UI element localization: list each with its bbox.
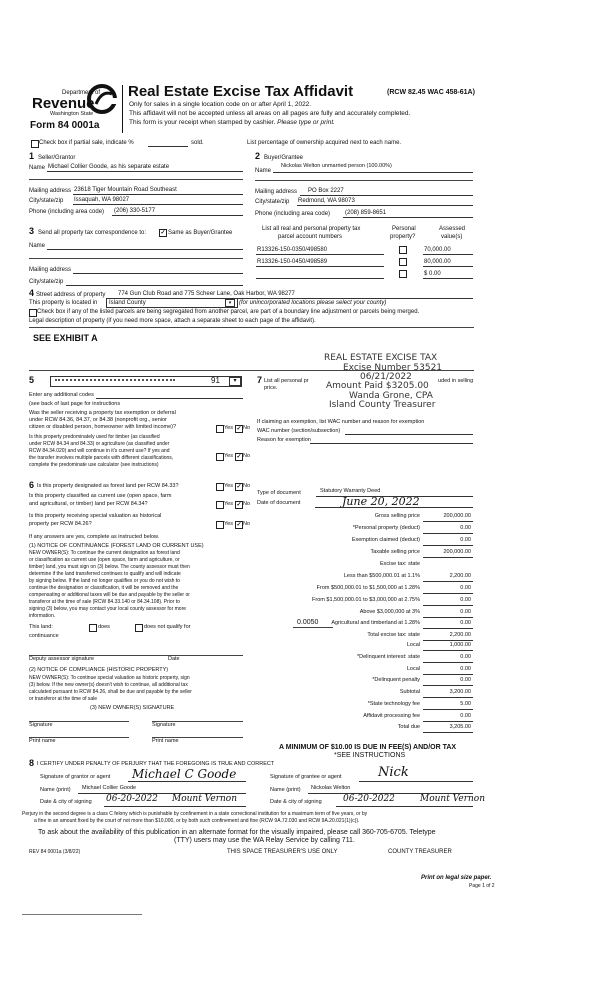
sec6-line-3: and agricultural, or timber) land per RCW 84.34? xyxy=(29,501,148,507)
calc-label: Above $3,000,000 at 3% xyxy=(359,609,420,615)
rcw-reference: (RCW 82.45 WAC 458-61A) xyxy=(387,89,475,96)
chevron-down-icon[interactable]: ▾ xyxy=(225,299,235,307)
stamp-line-5: Wanda Grone, CPA xyxy=(349,391,433,401)
sec3-same-label: Same as Buyer/Grantee xyxy=(168,230,233,236)
sec5-line-3: Was the seller receiving a property tax exemption or deferral xyxy=(29,410,176,416)
segregated-note: Check box if any of the listed parcels are being segregated from another parcel, are part of a boundary line adjustment or parcels being merged. xyxy=(37,309,420,315)
calc-label: *Delinquent penalty xyxy=(372,677,420,683)
current-use-no-label: No xyxy=(243,501,251,507)
street-address-value[interactable]: 774 Gun Club Road and 775 Scheer Lane, Oak Harbor, WA 98277 xyxy=(118,291,295,297)
current-use-yes-label: Yes xyxy=(224,501,233,507)
sec6-line-5: property per RCW 84.26? xyxy=(29,521,92,527)
calc-value[interactable]: 0.00 xyxy=(460,597,471,603)
personal-property-checkbox-2[interactable] xyxy=(399,258,407,266)
buyer-name-value[interactable]: Nickolas Welton unmarried person (100.00%) xyxy=(281,163,392,169)
grantor-city[interactable]: Mount Vernon xyxy=(172,794,238,804)
calc-label: Local xyxy=(406,642,420,648)
notice2-line-2: NEW OWNER(S): To continue special valuation as historic property, sign xyxy=(29,675,190,681)
sec5-line-6: Is this property predominately used for timber (as classified xyxy=(29,434,160,440)
forest-yes-label: Yes xyxy=(224,483,233,489)
new-owner-signature-heading: (3) NEW OWNER(S) SIGNATURE xyxy=(90,705,175,711)
parcel-header-2b: property? xyxy=(390,234,416,240)
local-rate: 0.0050 xyxy=(297,619,319,626)
parcel-header-2: Personal xyxy=(392,226,416,232)
calc-label: From $500,000.01 to $1,500,000 at 1.28% xyxy=(316,585,420,591)
calc-value[interactable]: 3,200.00 xyxy=(449,689,471,695)
partial-sale-checkbox[interactable] xyxy=(31,140,39,148)
wac-number-label: WAC number (section/subsection) xyxy=(257,428,341,434)
calc-value[interactable]: 2,200.00 xyxy=(449,573,471,579)
calc-value[interactable]: 1,000.00 xyxy=(449,642,471,648)
doc-type-value[interactable]: Statutory Warranty Deed xyxy=(320,488,381,494)
parcel-header-3b: value(s) xyxy=(441,234,463,240)
calc-value[interactable]: 0.00 xyxy=(460,609,471,615)
header-note-1: Only for sales in a single location code on or after April 1, 2022. xyxy=(129,101,312,108)
section-5-number: 5 xyxy=(29,375,35,385)
exemption-code-value: 91 xyxy=(211,376,220,385)
notice2-line-4: calculated pursuant to RCW 84.26, shall be due and payable by the seller xyxy=(29,689,192,695)
partial-sold-label: sold. xyxy=(191,140,204,146)
county-treasurer-label: COUNTY TREASURER xyxy=(388,849,452,855)
calc-value[interactable]: 5.00 xyxy=(460,701,471,707)
buyer-phone-value[interactable]: (208) 859-8651 xyxy=(345,210,387,216)
sec6-line-14: compensating or additional taxes will be due and payable by the seller or xyxy=(29,592,190,598)
seller-phone-value[interactable]: (206) 330-5177 xyxy=(114,208,156,214)
grantor-signature[interactable]: Michael C Goode xyxy=(132,767,237,781)
personal-property-checkbox-3[interactable] xyxy=(399,270,407,278)
sec6-line-15: transferor at the time of sale (RCW 84.33.140 or 84.34.108). Prior to xyxy=(29,599,180,605)
grantee-name-value[interactable]: Nickolas Welton xyxy=(311,785,351,791)
grantee-date-label: Date & city of signing xyxy=(270,799,322,805)
doc-date-label: Date of document xyxy=(257,500,301,506)
parcel-header-1: List all real and personal property tax xyxy=(262,226,361,232)
grantor-date[interactable]: 06-20-2022 xyxy=(106,794,158,804)
notice2-line-5: or transferor at the time of sale xyxy=(29,696,98,702)
forest-no-label: No xyxy=(243,483,251,489)
exemption-yes-label: Yes xyxy=(224,425,233,431)
calc-value[interactable]: 0.00 xyxy=(460,677,471,683)
timber-no-label: No xyxy=(243,453,251,459)
land-does-label: does xyxy=(98,624,110,630)
sec6-line-7: (1) NOTICE OF CONTINUANCE (FOREST LAND OR CURRENT USE) xyxy=(29,543,204,549)
calc-value[interactable]: 2,200.00 xyxy=(449,632,471,638)
exemption-no-label: No xyxy=(243,425,251,431)
sec6-line-13: continue the designation or classification, it will be removed and the xyxy=(29,585,179,591)
calc-value[interactable]: 0.00 xyxy=(460,654,471,660)
seller-address-label: Mailing address xyxy=(29,188,72,194)
treasurer-use-label: THIS SPACE TREASURER'S USE ONLY xyxy=(227,849,338,855)
buyer-address-label: Mailing address xyxy=(255,189,298,195)
sec7-label-b: price. xyxy=(264,385,278,391)
accessibility-line-2: (TTY) users may use the WA Relay Service by calling 711. xyxy=(174,837,355,844)
certify-heading: I CERTIFY UNDER PENALTY OF PERJURY THAT THE FOREGOING IS TRUE AND CORRECT xyxy=(37,761,275,767)
sec5-line-4: under RCW 84.36, 84.37, or 84.38 (nonprofit org., senior xyxy=(29,417,167,423)
county-prefix: This property is located in xyxy=(29,300,98,306)
header-note-3: This form is your receipt when stamped by cashier. Please type or print. xyxy=(129,119,335,126)
grantee-signature-label: Signature of grantee or agent xyxy=(270,774,342,780)
calc-label: Gross selling price xyxy=(374,513,420,519)
grantor-signature-label: Signature of grantor or agent xyxy=(40,774,111,780)
section-2-number: 2 xyxy=(255,151,261,161)
seller-city-value[interactable]: Issaquah, WA 98027 xyxy=(74,197,130,203)
timber-yes-checkbox[interactable] xyxy=(216,453,224,461)
calc-value[interactable]: 0.00 xyxy=(460,666,471,672)
sec3-name-label: Name xyxy=(29,243,46,249)
calc-label: From $1,500,000.01 to $3,000,000 at 2.75% xyxy=(312,597,420,603)
calc-label: *State technology fee xyxy=(367,701,420,707)
page-title: Real Estate Excise Tax Affidavit xyxy=(128,83,354,100)
calc-label: Excise tax: state xyxy=(379,561,420,567)
buyer-phone-label: Phone (including area code) xyxy=(255,211,331,217)
see-instructions-note: *SEE INSTRUCTIONS xyxy=(334,752,406,759)
section-1-number: 1 xyxy=(29,151,35,161)
stamp-line-1: REAL ESTATE EXCISE TAX xyxy=(324,353,438,363)
calc-value[interactable]: 200,000.00 xyxy=(443,513,471,519)
exemption-no-checkbox[interactable]: ✓ xyxy=(236,426,242,432)
grantor-name-value[interactable]: Michael Collier Goode xyxy=(82,785,137,791)
stamp-line-2: Excise Number 53521 xyxy=(343,363,443,373)
revision-label: REV 84 0001a (3/8/22) xyxy=(29,849,81,855)
perjury-line-1: Perjury in the second degree is a class C felony which is punishable by confinement in a state correctional institution for a maximum term of five years, or by xyxy=(22,811,368,817)
calc-label: *Personal property (deduct) xyxy=(352,525,420,531)
section-7-number: 7 xyxy=(257,375,263,385)
page-number: Page 1 of 2 xyxy=(469,883,495,889)
parcel-number-2[interactable]: R13326-150-0450/498589 xyxy=(257,259,328,265)
buyer-name-label: Name xyxy=(255,168,272,174)
sec6-line-16: signing (3) below, you may contact your local county assessor for more xyxy=(29,606,187,612)
partial-sale-label: Check box if partial sale, indicate % xyxy=(39,140,134,146)
calc-label: Exemption claimed (deduct) xyxy=(351,537,420,543)
revenue-logo-icon xyxy=(86,84,118,114)
legal-description-label: Legal description of property (if you need more space, attach a separate sheet to each page of the affidavit). xyxy=(29,318,316,324)
grantee-city[interactable]: Mount Vernon xyxy=(420,794,486,804)
same-as-buyer-checkbox[interactable]: ✓ xyxy=(160,230,166,236)
land-label: This land: xyxy=(29,624,53,630)
sec3-city-label: City/state/zip xyxy=(29,279,64,285)
forest-no-checkbox[interactable]: ✓ xyxy=(236,484,242,490)
accessibility-line-1: To ask about the availability of this publication in an alternate format for the visually impaired, please call 360-705-6705. Teletype xyxy=(38,829,436,836)
calc-label: Total excise tax: state xyxy=(367,632,420,638)
historic-yes-checkbox[interactable] xyxy=(216,521,224,529)
continuance-label: continuance xyxy=(29,633,59,639)
stamp-line-6: Island County Treasurer xyxy=(329,400,436,410)
grantor-name-label: Name (print) xyxy=(40,787,71,793)
sec6-line-6: If any answers are yes, complete as instructed below. xyxy=(29,534,160,540)
owner-signature-label-1: Signature xyxy=(29,722,53,728)
deputy-signature-label: Deputy assessor signature xyxy=(29,656,95,662)
calc-label: Subtotal xyxy=(399,689,420,695)
parcel-header-3: Assessed xyxy=(439,226,466,232)
calc-label: Total due xyxy=(397,724,420,730)
grantee-name-label: Name (print) xyxy=(270,787,301,793)
seller-city-label: City/state/zip xyxy=(29,198,64,204)
state-label: Washington State xyxy=(50,111,94,117)
section-3-number: 3 xyxy=(29,226,35,236)
street-address-label: Street address of property xyxy=(36,292,106,298)
exemption-reason-label: Reason for exemption xyxy=(257,437,311,443)
sec5-line-7: under RCW 84.34 and 84.33) or agriculture (as classified under xyxy=(29,441,170,447)
sec5-line-5: citizen or disabled person, homeowner with limited income)? xyxy=(29,424,177,430)
seller-address-value[interactable]: 23618 Tiger Mountain Road Southeast xyxy=(74,187,177,193)
stamp-line-4: Amount Paid $3205.00 xyxy=(326,381,429,391)
forest-yes-checkbox[interactable] xyxy=(216,483,224,491)
historic-yes-label: Yes xyxy=(224,521,233,527)
doc-date-value[interactable]: June 20, 2022 xyxy=(342,495,420,508)
sec5-line-2: (see back of last page for instructions xyxy=(29,401,121,407)
notice2-line-3: (3) below. If the new owner(s) doesn't wish to continue, all additional tax xyxy=(29,682,188,688)
header-note-2: This affidavit will not be accepted unless all areas on all pages are fully and accurately completed. xyxy=(129,110,411,117)
parcel-header-1b: parcel account numbers xyxy=(278,234,343,240)
grantor-date-label: Date & city of signing xyxy=(40,799,92,805)
county-note: (for unincorporated locations please select your county) xyxy=(239,300,387,306)
buyer-heading: Buyer/Grantee xyxy=(264,155,304,161)
assessed-value-2[interactable]: 80,000.00 xyxy=(424,259,451,265)
assessed-value-3[interactable]: $ 0.00 xyxy=(424,271,441,277)
calc-value[interactable]: 0.00 xyxy=(460,585,471,591)
buyer-address-value[interactable]: PO Box 2227 xyxy=(308,188,344,194)
sec6-line-11: determine if the land transferred continues to qualify and will indicate xyxy=(29,571,181,577)
calc-value[interactable]: 3,205.00 xyxy=(449,724,471,730)
historic-no-checkbox[interactable]: ✓ xyxy=(236,522,242,528)
current-use-no-checkbox[interactable]: ✓ xyxy=(236,502,242,508)
owner-print-label-1: Print name xyxy=(29,738,56,744)
section-6-number: 6 xyxy=(29,480,35,490)
buyer-city-value[interactable]: Redmond, WA 98073 xyxy=(298,198,355,204)
sec6-line-1: Is this property designated as forest land per RCW 84.33? xyxy=(37,483,179,489)
calc-label: Less than $500,000.01 at 1.1% xyxy=(343,573,420,579)
assessed-value-1[interactable]: 70,000.00 xyxy=(424,247,451,253)
deputy-date-label: Date xyxy=(168,656,180,662)
minimum-fee-note: A MINIMUM OF $10.00 IS DUE IN FEE(S) AND/OR TAX xyxy=(279,744,457,751)
buyer-city-label: City/state/zip xyxy=(255,199,290,205)
sec7-label: List all personal pr xyxy=(264,378,309,384)
calc-value[interactable]: 0.00 xyxy=(460,620,471,626)
revenue-logo-text: Revenue xyxy=(32,95,95,112)
legal-description-value[interactable]: SEE EXHIBIT A xyxy=(33,333,98,343)
sec6-line-9: or classification as current use (open space, farm and agriculture, or xyxy=(29,557,180,563)
current-use-yes-checkbox[interactable] xyxy=(216,501,224,509)
sec6-line-4: Is this property receiving special valuation as historical xyxy=(29,513,162,519)
sec6-line-12: by signing below. If the land no longer qualifies or you do not wish to xyxy=(29,578,180,584)
land-does-checkbox[interactable] xyxy=(89,624,97,632)
exemption-claim-label: If claiming an exemption, list WAC number and reason for exemption xyxy=(257,419,425,425)
doc-type-label: Type of document xyxy=(257,490,301,496)
sec6-line-8: NEW OWNER(S): To continue the current designation as forest land xyxy=(29,550,180,556)
exemption-yes-checkbox[interactable] xyxy=(216,425,224,433)
owner-signature-label-2: Signature xyxy=(152,722,176,728)
grantee-date[interactable]: 06-20-2022 xyxy=(343,794,395,804)
historic-no-label: No xyxy=(243,521,251,527)
sec5-line-10: complete the predominate use calculator (see instructions) xyxy=(29,462,159,468)
seller-phone-label: Phone (including area code) xyxy=(29,209,105,215)
perjury-line-2: a fine in an amount fixed by the court of not more than $10,000, or by both such confinement and fine (RCW 9A.72.030 and RCW 9A.20.021(1)(c)). xyxy=(34,818,360,824)
seller-name-label: Name xyxy=(29,165,46,171)
sec3-label: Send all property tax correspondence to: xyxy=(38,230,147,236)
ownership-note: List percentage of ownership acquired next to each name. xyxy=(247,140,402,146)
calc-label: Taxable selling price xyxy=(370,549,420,555)
sec5-line-1: Enter any additional codes xyxy=(29,392,94,398)
timber-no-checkbox[interactable]: ✓ xyxy=(236,454,242,460)
calc-value[interactable]: 0.00 xyxy=(460,525,471,531)
dept-of-label: Department of xyxy=(62,90,101,96)
land-does-not-label: does not qualify for xyxy=(144,624,191,630)
form-number: Form 84 0001a xyxy=(30,120,100,131)
calc-label: Agricultural and timberland at 1.28% xyxy=(331,620,420,626)
county-select[interactable]: Island County xyxy=(106,298,238,308)
grantee-signature[interactable]: Nick xyxy=(378,765,409,780)
parcel-number-1[interactable]: R13326-150-0350/498580 xyxy=(257,247,328,253)
sec5-line-8: RCW 84.34.020) and will continue in it's current use? If yes and xyxy=(29,448,170,454)
sec3-address-label: Mailing address xyxy=(29,267,72,273)
calc-label: Local xyxy=(406,666,420,672)
calc-value[interactable]: 200,000.00 xyxy=(443,549,471,555)
legal-size-note: Print on legal size paper. xyxy=(421,875,492,881)
sec5-line-9: the transfer involves multiple parcels with different classifications, xyxy=(29,455,174,461)
owner-print-label-2: Print name xyxy=(152,738,179,744)
calc-label: Affidavit processing fee xyxy=(363,713,420,719)
calc-value[interactable]: 0.00 xyxy=(460,713,471,719)
timber-yes-label: Yes xyxy=(224,453,233,459)
calc-label: *Delinquent interest: state xyxy=(357,654,420,660)
chevron-down-icon[interactable]: ▾ xyxy=(229,377,241,386)
sec7-suffix: uded in selling xyxy=(438,378,474,384)
stamp-line-3: 06/21/2022 xyxy=(360,372,412,382)
seller-heading: Seller/Grantor xyxy=(38,155,76,161)
sec6-line-10: timber) land, you must sign on (3) below. The county assessor must then xyxy=(29,564,190,570)
section-8-number: 8 xyxy=(29,758,35,768)
land-does-not-checkbox[interactable] xyxy=(135,624,143,632)
notice2-line-1: (2) NOTICE OF COMPLIANCE (HISTORIC PROPERTY) xyxy=(29,667,169,673)
exemption-code-select[interactable] xyxy=(50,376,242,387)
calc-value[interactable]: 0.00 xyxy=(460,537,471,543)
sec6-line-2: Is this property classified as current use (open space, farm xyxy=(29,493,172,499)
sec6-line-17: information. xyxy=(29,613,56,619)
personal-property-checkbox-1[interactable] xyxy=(399,246,407,254)
seller-name-value[interactable]: Michael Collier Goode, as his separate estate xyxy=(48,164,170,170)
segregated-checkbox[interactable] xyxy=(29,309,37,317)
section-4-number: 4 xyxy=(29,288,35,298)
